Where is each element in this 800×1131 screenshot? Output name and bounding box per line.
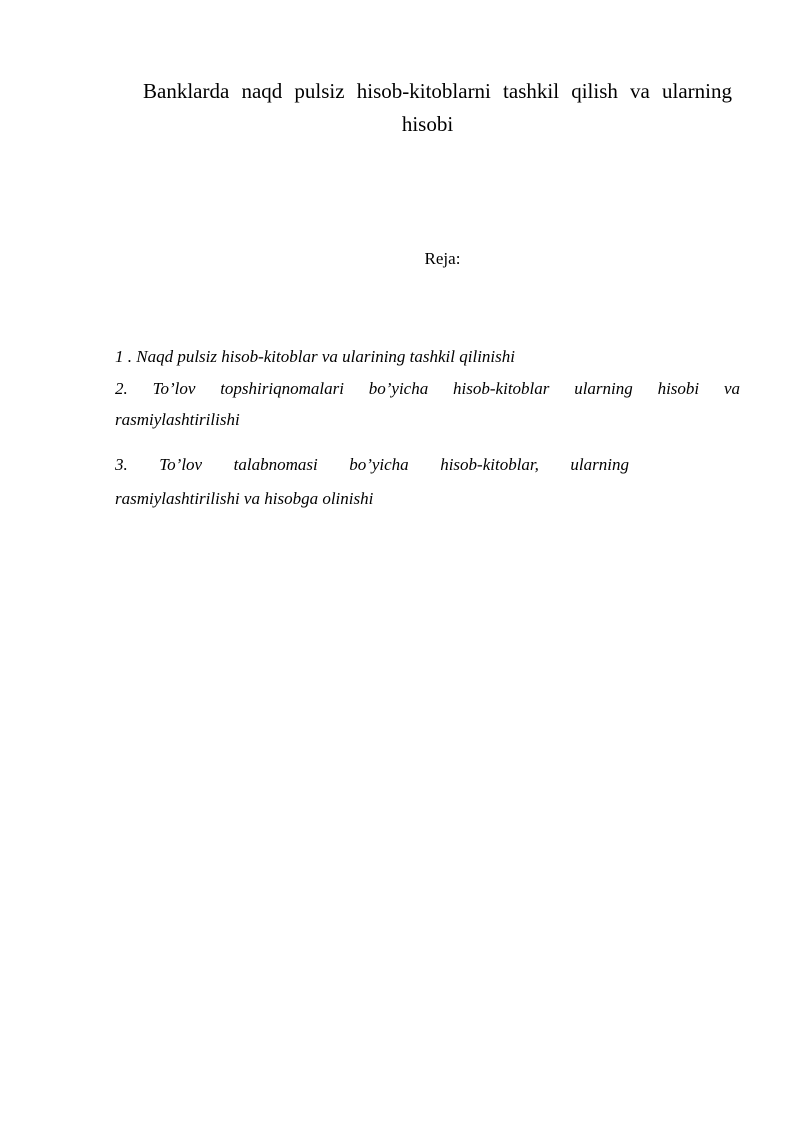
plan-item-2-line-2: rasmiylashtirilishi: [115, 410, 240, 429]
plan-item-3: [115, 454, 740, 510]
title-line-1: Banklarda naqd pulsiz hisob-kitoblarni tashkil qilish va ularning: [143, 79, 732, 103]
plan-item-1-line-1: 1 . Naqd pulsiz hisob-kitoblar va ularining tashkil qilinishi: [115, 347, 515, 366]
plan-item-1: [115, 346, 740, 368]
plan-heading: Reja:: [424, 249, 461, 268]
plan-item-2: [115, 378, 740, 431]
plan-item-3-line-2: rasmiylashtirilishi va hisobga olinishi: [115, 489, 374, 508]
plan-item-2-line-1: 2. To’lov topshiriqnomalari bo’yicha hisob-kitoblar ularning hisobi va: [115, 379, 740, 398]
plan-item-3-line-1: 3. To’lov talabnomasi bo’yicha hisob-kitoblar, ularning: [115, 455, 629, 474]
document-title: [115, 76, 740, 139]
title-line-2: hisobi: [401, 112, 454, 136]
